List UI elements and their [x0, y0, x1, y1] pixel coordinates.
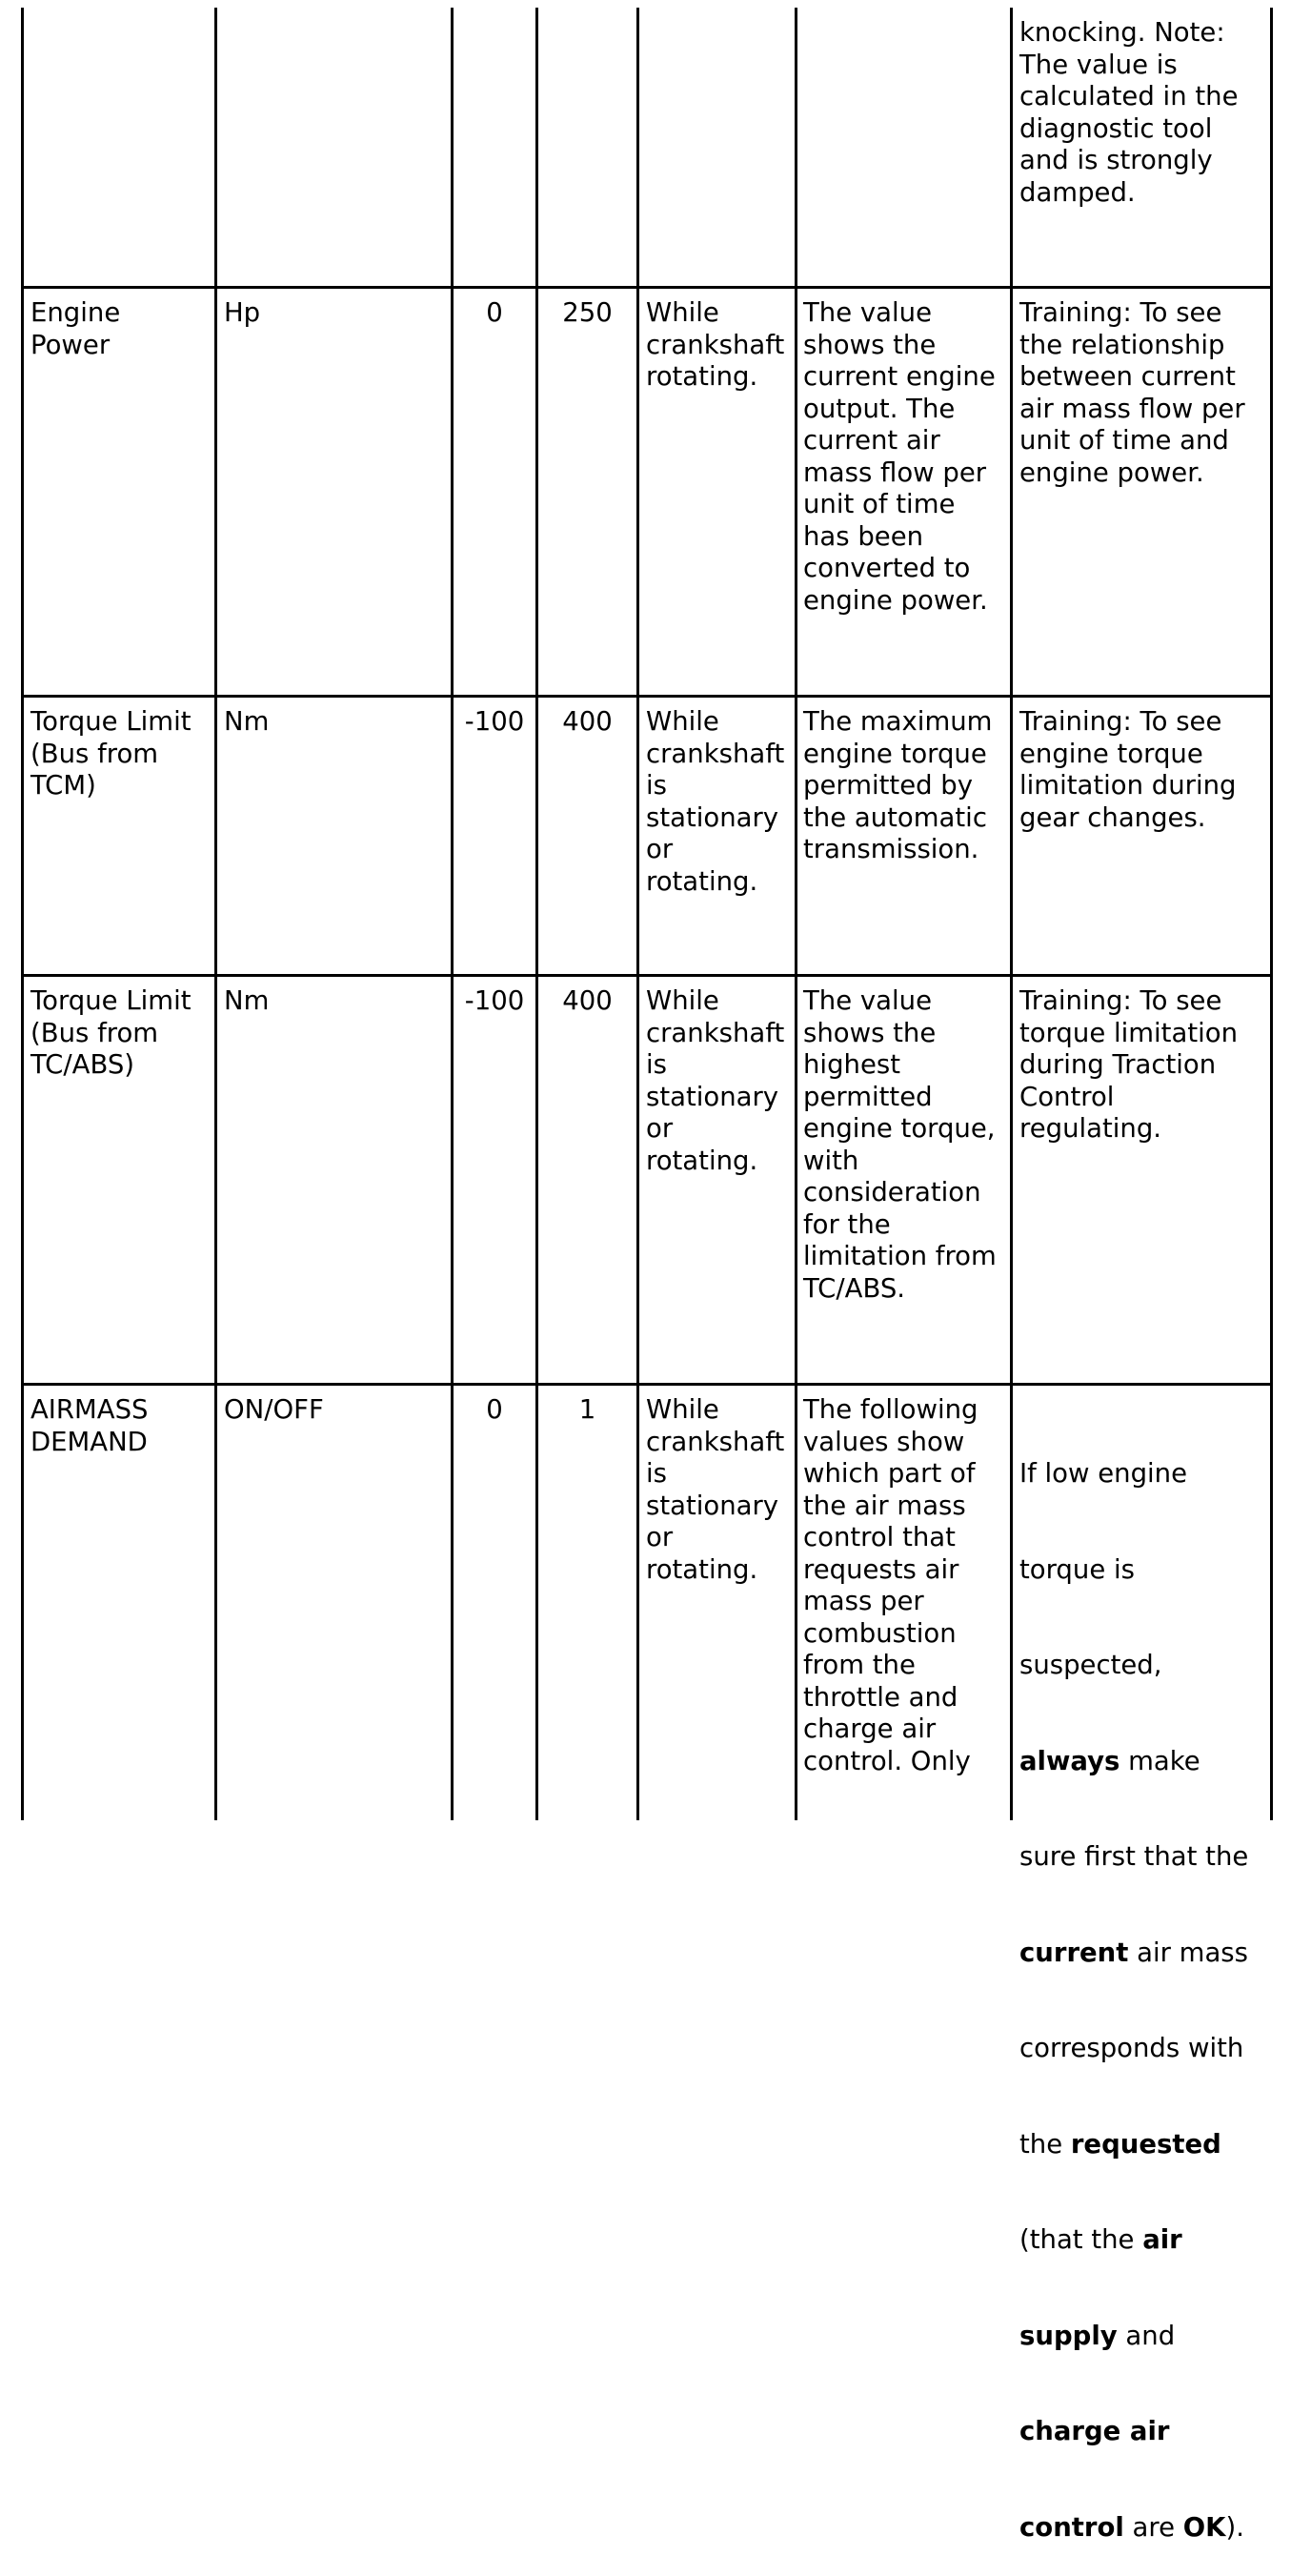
row-divider — [21, 974, 1273, 977]
table-cell-min: 0 — [486, 1394, 503, 1425]
column-divider-min — [451, 8, 454, 1820]
row-divider — [21, 695, 1273, 698]
table-cell-description: The value shows the current engine output. The current air mass flow per unit of time has been converted to engine power. — [803, 297, 996, 616]
table-cell-name: Torque Limit (Bus from TC/ABS) — [30, 985, 192, 1080]
table-cell-description: The value shows the highest permitted engine torque, with consideration for the limitation from TC/ABS. — [803, 985, 997, 1304]
table-cell-unit: Nm — [224, 985, 270, 1016]
table-cell-remarks: Training: To see the relationship between current air mass flow per unit of time and engine power. — [1019, 297, 1245, 488]
table-cell-min: -100 — [464, 985, 525, 1016]
table-border-left — [21, 8, 24, 1820]
table-cell-remarks: Training: To see engine torque limitation during gear changes. — [1019, 706, 1237, 833]
column-divider-max — [535, 8, 538, 1820]
table-cell-description: The following values show which part of the air mass control that requests air mass per combustion from the throttle and charge air control. Only — [803, 1394, 978, 1776]
table-cell-unit: ON/OFF — [224, 1394, 324, 1425]
table-cell-name: AIRMASS DEMAND — [30, 1394, 149, 1457]
table-cell-remarks: If low engine torque is suspected, always make sure first that the current air mass corresponds with the requested (that the air supply and charge air control are OK). — [1019, 1458, 1249, 2543]
table-cell-unit: Hp — [224, 297, 261, 328]
column-divider-description — [795, 8, 797, 1820]
table-cell-name: Torque Limit (Bus from TCM) — [30, 706, 192, 801]
table-cell-condition: While crankshaft is stationary or rotating. — [646, 1394, 785, 1585]
table-border-right — [1270, 8, 1273, 1820]
table-cell-condition: While crankshaft is stationary or rotating. — [646, 706, 785, 897]
table-cell-unit: Nm — [224, 706, 270, 737]
table-cell-max: 1 — [578, 1394, 596, 1425]
table-cell-condition: While crankshaft rotating. — [646, 297, 785, 392]
table-cell-name: Engine Power — [30, 297, 121, 360]
table-cell-min: 0 — [486, 297, 503, 328]
table-cell-description: The maximum engine torque permitted by the automatic transmission. — [803, 706, 993, 864]
table-cell-remarks: Training: To see torque limitation during Traction Control regulating. — [1019, 985, 1238, 1144]
table-cell-max: 250 — [562, 297, 613, 328]
table-cell-min: -100 — [464, 706, 525, 737]
table-cell-max: 400 — [562, 985, 613, 1016]
table-cell-condition: While crankshaft is stationary or rotating. — [646, 985, 785, 1176]
row-divider — [21, 1383, 1273, 1386]
column-divider-remarks — [1010, 8, 1013, 1820]
table-cell-max: 400 — [562, 706, 613, 737]
table-cell-remarks: knocking. Note: The value is calculated in the diagnostic tool and is strongly damped. — [1019, 17, 1239, 208]
column-divider-condition — [636, 8, 639, 1820]
row-divider — [21, 286, 1273, 289]
column-divider-unit — [214, 8, 217, 1820]
